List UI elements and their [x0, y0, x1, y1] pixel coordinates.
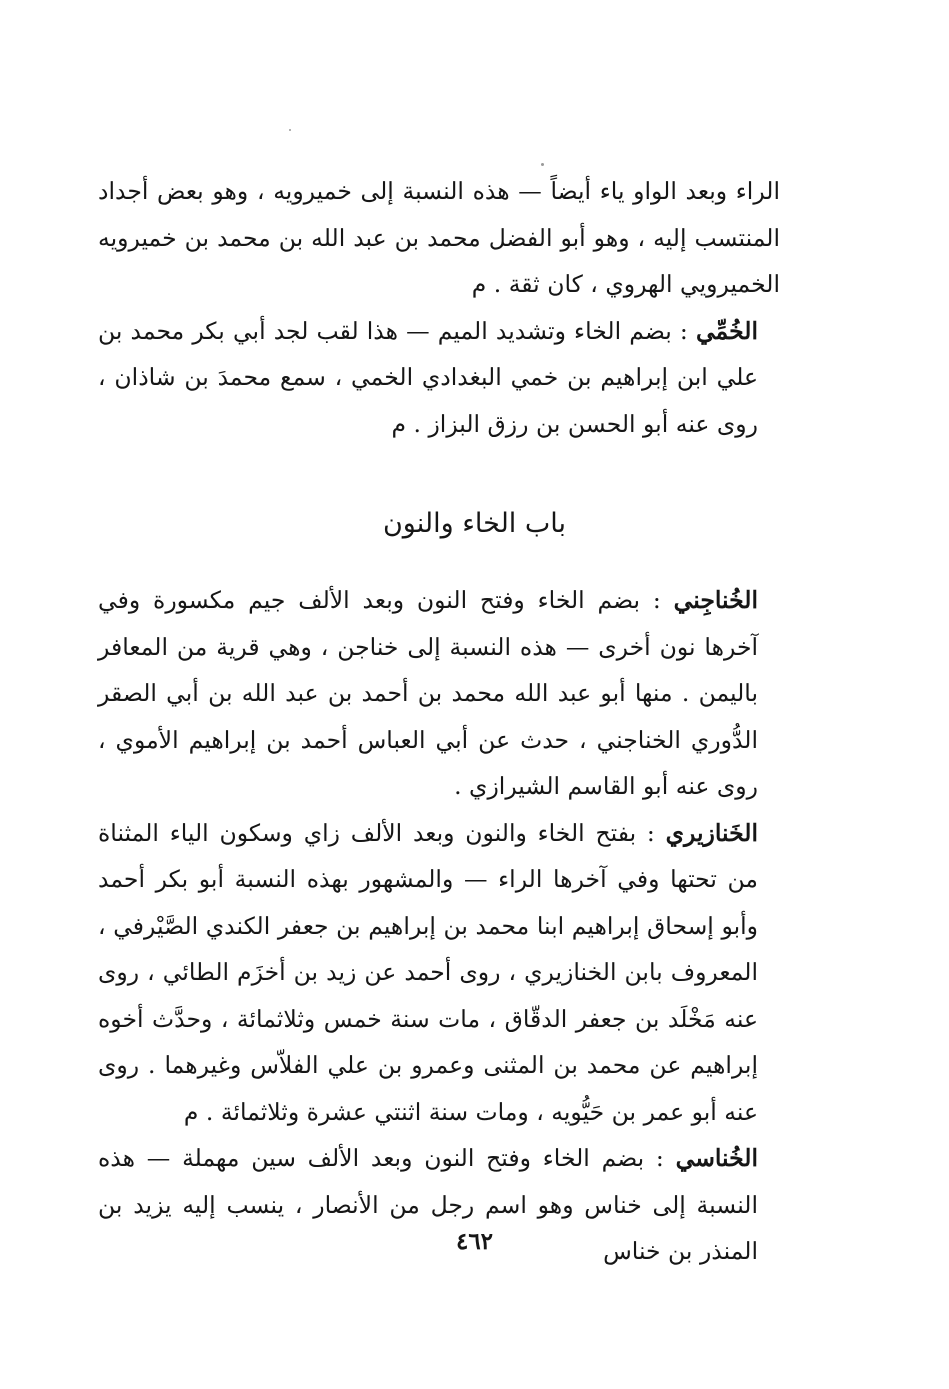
paragraph-continued-entry: الراء وبعد الواو ياء أيضاً — هذه النسبة إلى خميرويه ، وهو بعض أجداد المنتسب إليه ، وهو أبو الفضل محمد بن عبد الله بن محمد بن خميرويه الخميرويي الهروي ، كان ثقة . م: [98, 177, 780, 298]
bottom-text-block: [98, 577, 780, 1275]
page-speck: [289, 129, 291, 131]
entry-heading: الخُناسي: [675, 1144, 758, 1172]
paragraph-entry-khummi: [98, 308, 780, 448]
page-speck: [541, 163, 544, 166]
entry-text: : بفتح الخاء والنون وبعد الألف زاي وسكون الياء المثناة من تحتها وفي آخرها الراء — والمشهور بهذه النسبة أبو بكر أحمد وأبو إسحاق إبراهيم ابنا محمد بن إبراهيم بن جعفر الكندي الصَّيْرفي ، المعروف بابن الخنازيري ، روى أحمد عن زيد بن أخزَم الطائي ، روى عنه مَخْلَد بن جعفر الدقّاق ، مات سنة خمس وثلاثمائة ، وحدَّث أخوه إبراهيم عن محمد بن المثنى وعمرو بن علي الفلاّس وغيرهما . روى عنه أبو عمر بن حَيُّويه ، ومات سنة اثنتي عشرة وثلاثمائة . م: [98, 818, 758, 1126]
paragraph-entry-khanaziri: [98, 810, 780, 1136]
page-number: ٤٦٢: [455, 1228, 494, 1255]
entry-text: : بضم الخاء وتشديد الميم — هذا لقب لجد أبي بكر محمد بن علي ابن إبراهيم بن خمي البغدادي الخمي ، سمع محمدَ بن شاذان ، روى عنه أبو الحسن بن رزق البزاز . م: [98, 316, 758, 438]
entry-heading: الخُناجِني: [673, 586, 758, 614]
entry-heading: الخُمِّي: [695, 316, 758, 345]
entry-text: : بضم الخاء وفتح النون وبعد الألف جيم مكسورة وفي آخرها نون أخرى — هذه النسبة إلى خناجن ، وهي قرية من المعافر باليمن . منها أبو عبد الله محمد بن أحمد بن عبد الله بن أبي الصقر الدُّوري الخناجني ، حدث عن أبي العباس أحمد بن إبراهيم الأموي ، روى عنه أبو القاسم الشيرازي .: [98, 586, 758, 800]
chapter-title: باب الخاء والنون: [382, 508, 567, 539]
entry-text: : بضم الخاء وفتح النون وبعد الألف سين مهملة — هذه النسبة إلى خناس وهو اسم رجل من الأنصار ، ينسب إليه يزيد بن المنذر بن خناس: [98, 1144, 758, 1265]
paragraph-entry-khunajini: [98, 577, 780, 810]
top-text-block: [98, 168, 780, 447]
entry-heading: الخَنازيري: [665, 818, 758, 847]
